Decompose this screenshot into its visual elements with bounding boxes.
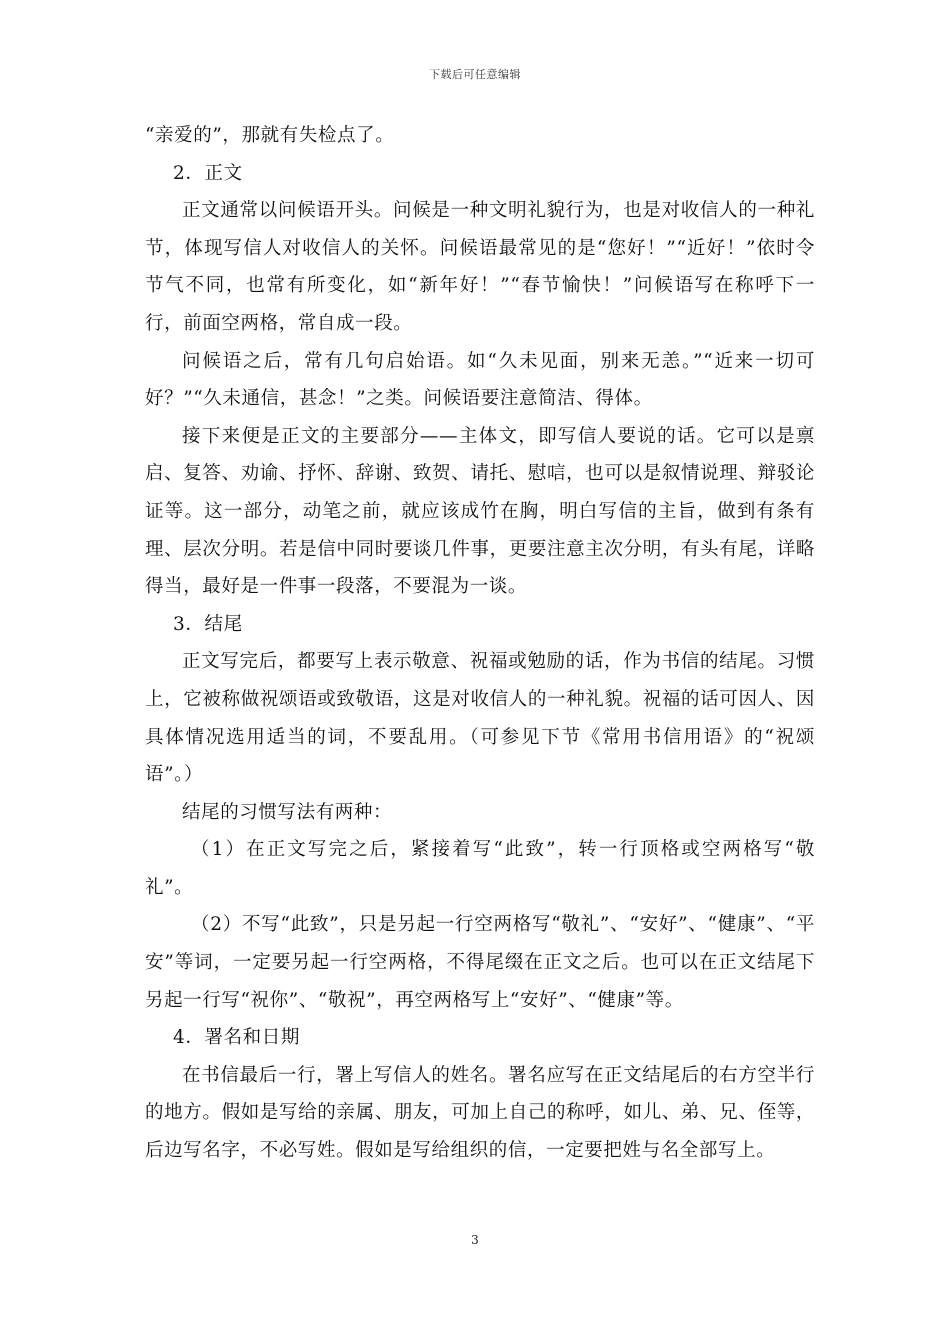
section-heading-closing: 3．结尾 (173, 613, 243, 635)
section-heading-signature: 4．署名和日期 (173, 1027, 300, 1049)
list-item-method-1: （1）在正文写完之后，紧接着写“此致”，转一行顶格或空两格写“敬礼”。 (145, 839, 815, 898)
page-number: 3 (471, 1233, 479, 1247)
paragraph-closing: 正文写完后，都要写上表示敬意、祝福或勉励的话，作为书信的结尾。习惯上，它被称做祝颂语或致敬语，这是对收信人的一种礼貌。祝福的话可因人、因具体情况选用适当的词，不要乱用。（可参见下节《常用书信用语》的“祝颂语”。） (145, 651, 815, 786)
paragraph-signature: 在书信最后一行，署上写信人的姓名。署名应写在正文结尾后的右方空半行的地方。假如是写给的亲属、朋友，可加上自己的称呼，如儿、弟、兄、侄等，后边写名字，不必写姓。假如是写给组织的信，一定要把姓与名全部写上。 (145, 1064, 815, 1162)
page-header: 下载后可任意编辑 (429, 68, 521, 81)
paragraph-greeting: 正文通常以问候语开头。问候是一种文明礼貌行为，也是对收信人的一种礼节，体现写信人对收信人的关怀。问候语最常见的是“您好！”“近好！”依时令节气不同，也常有所变化，如“新年好！”“春节愉快！”问候语写在称呼下一行，前面空两格，常自成一段。 (145, 200, 815, 334)
paragraph-continuation: “亲爱的”，那就有失检点了。 (145, 125, 395, 146)
section-heading-body: 2．正文 (173, 162, 243, 184)
paragraph-opening: 问候语之后，常有几句启始语。如“久未见面，别来无恙。”“近来一切可好？”“久未通信，甚念！”之类。问候语要注意简洁、得体。 (145, 350, 815, 410)
paragraph-main-body: 接下来便是正文的主要部分——主体文，即写信人要说的话。它可以是禀启、复答、劝谕、抒怀、辞谢、致贺、请托、慰唁，也可以是叙情说理、辩驳论证等。这一部分，动笔之前，就应该成竹在胸，明白写信的主旨，做到有条有理、层次分明。若是信中同时要谈几件事，更要注意主次分明，有头有尾，详略得当，最好是一件事一段落，不要混为一谈。 (145, 425, 815, 598)
paragraph-closing-methods: 结尾的习惯写法有两种： (182, 801, 393, 823)
list-item-method-2: （2）不写“此致”，只是另起一行空两格写“敬礼”、“安好”、“健康”、“平安”等词，一定要另起一行空两格，不得尾缀在正文之后。也可以在正文结尾下另起一行写“祝你”、“敬祝”，再空两格写上“安好”、“健康”等。 (145, 914, 815, 1011)
document-body (145, 117, 815, 1170)
